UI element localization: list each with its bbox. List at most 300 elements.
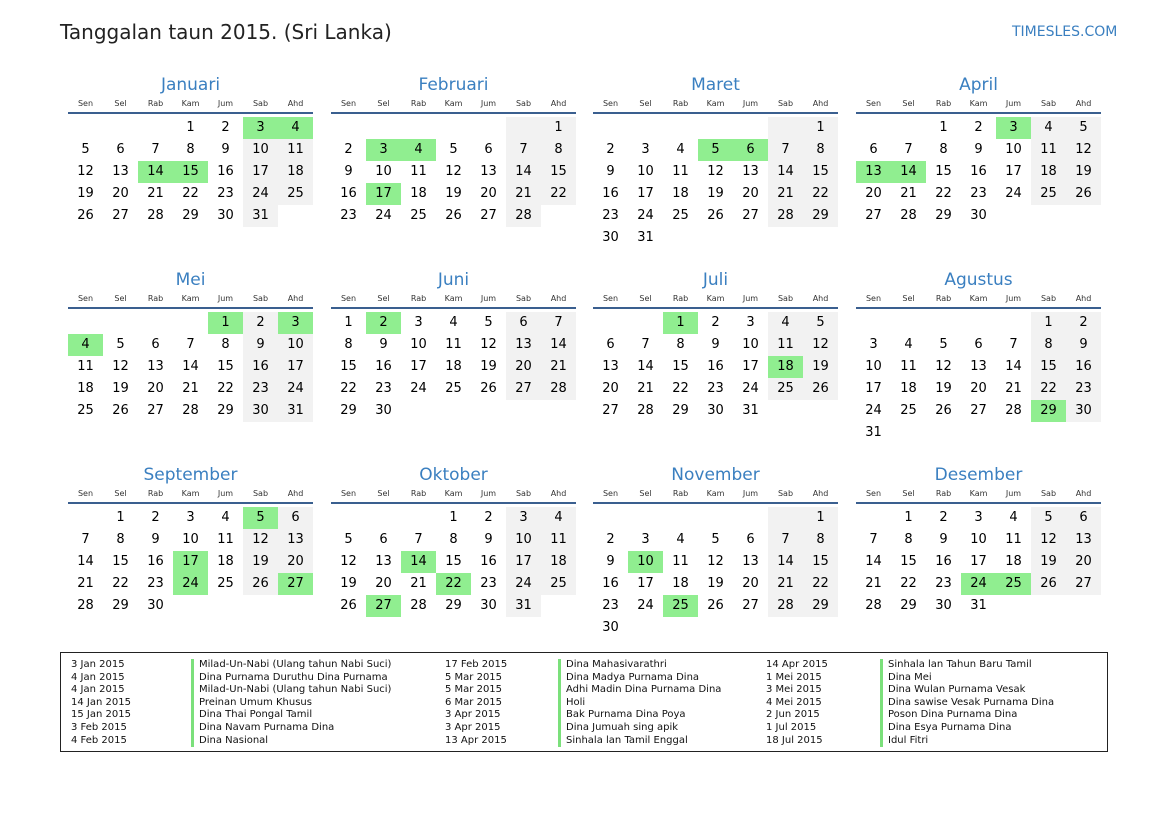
- day-cell[interactable]: 4: [1009, 510, 1018, 525]
- day-cell[interactable]: 8: [541, 139, 576, 161]
- day-cell[interactable]: 9: [243, 334, 278, 356]
- day-cell[interactable]: 2: [711, 315, 720, 330]
- day-cell[interactable]: 31: [506, 595, 541, 617]
- day-cell[interactable]: 19: [112, 381, 129, 396]
- day-cell[interactable]: 27: [742, 598, 759, 613]
- day-cell[interactable]: 21: [768, 573, 803, 595]
- day-cell[interactable]: 31: [637, 230, 654, 245]
- day-cell[interactable]: 30: [707, 403, 724, 418]
- day-cell[interactable]: 6: [379, 532, 388, 547]
- day-cell[interactable]: 23: [340, 208, 357, 223]
- day-cell[interactable]: 5: [484, 315, 493, 330]
- day-cell[interactable]: 25: [278, 183, 313, 205]
- day-cell[interactable]: 28: [768, 205, 803, 227]
- day-cell[interactable]: 27: [1066, 573, 1101, 595]
- day-cell[interactable]: 18: [77, 381, 94, 396]
- day-cell[interactable]: 15: [445, 554, 462, 569]
- day-cell[interactable]: 12: [1066, 139, 1101, 161]
- day-cell[interactable]: 29: [340, 403, 357, 418]
- day-cell[interactable]: 8: [1031, 334, 1066, 356]
- holiday-day-cell[interactable]: 17: [173, 551, 208, 573]
- day-cell[interactable]: 31: [742, 403, 759, 418]
- day-cell[interactable]: 13: [147, 359, 164, 374]
- day-cell[interactable]: 29: [803, 595, 838, 617]
- holiday-day-cell[interactable]: 22: [436, 573, 471, 595]
- day-cell[interactable]: 21: [506, 183, 541, 205]
- day-cell[interactable]: 23: [935, 576, 952, 591]
- day-cell[interactable]: 16: [935, 554, 952, 569]
- holiday-day-cell[interactable]: 4: [278, 117, 313, 139]
- day-cell[interactable]: 26: [480, 381, 497, 396]
- day-cell[interactable]: 18: [1005, 554, 1022, 569]
- day-cell[interactable]: 18: [278, 161, 313, 183]
- day-cell[interactable]: 13: [970, 359, 987, 374]
- day-cell[interactable]: 20: [278, 551, 313, 573]
- day-cell[interactable]: 17: [243, 161, 278, 183]
- day-cell[interactable]: 14: [541, 334, 576, 356]
- day-cell[interactable]: 9: [379, 337, 388, 352]
- day-cell[interactable]: 20: [1066, 551, 1101, 573]
- day-cell[interactable]: 26: [77, 208, 94, 223]
- day-cell[interactable]: 27: [865, 208, 882, 223]
- day-cell[interactable]: 9: [606, 554, 615, 569]
- day-cell[interactable]: 27: [970, 403, 987, 418]
- day-cell[interactable]: 17: [865, 381, 882, 396]
- day-cell[interactable]: 7: [1009, 337, 1018, 352]
- day-cell[interactable]: 24: [278, 378, 313, 400]
- day-cell[interactable]: 22: [803, 573, 838, 595]
- day-cell[interactable]: 15: [803, 551, 838, 573]
- day-cell[interactable]: 25: [541, 573, 576, 595]
- day-cell[interactable]: 3: [641, 142, 650, 157]
- day-cell[interactable]: 7: [541, 312, 576, 334]
- day-cell[interactable]: 16: [1066, 356, 1101, 378]
- day-cell[interactable]: 20: [480, 186, 497, 201]
- day-cell[interactable]: 31: [970, 598, 987, 613]
- day-cell[interactable]: 5: [711, 532, 720, 547]
- day-cell[interactable]: 17: [278, 356, 313, 378]
- day-cell[interactable]: 18: [672, 576, 689, 591]
- day-cell[interactable]: 9: [974, 142, 983, 157]
- day-cell[interactable]: 3: [414, 315, 423, 330]
- holiday-day-cell[interactable]: 27: [366, 595, 401, 617]
- day-cell[interactable]: 8: [904, 532, 913, 547]
- day-cell[interactable]: 25: [217, 576, 234, 591]
- day-cell[interactable]: 1: [186, 120, 195, 135]
- day-cell[interactable]: 7: [869, 532, 878, 547]
- day-cell[interactable]: 26: [243, 573, 278, 595]
- holiday-day-cell[interactable]: 3: [996, 117, 1031, 139]
- day-cell[interactable]: 30: [217, 208, 234, 223]
- day-cell[interactable]: 2: [243, 312, 278, 334]
- holiday-day-cell[interactable]: 18: [768, 356, 803, 378]
- day-cell[interactable]: 2: [939, 510, 948, 525]
- holiday-day-cell[interactable]: 24: [173, 573, 208, 595]
- day-cell[interactable]: 2: [151, 510, 160, 525]
- day-cell[interactable]: 21: [147, 186, 164, 201]
- day-cell[interactable]: 6: [974, 337, 983, 352]
- day-cell[interactable]: 15: [672, 359, 689, 374]
- day-cell[interactable]: 5: [449, 142, 458, 157]
- day-cell[interactable]: 7: [414, 532, 423, 547]
- day-cell[interactable]: 1: [116, 510, 125, 525]
- day-cell[interactable]: 23: [217, 186, 234, 201]
- day-cell[interactable]: 5: [1031, 507, 1066, 529]
- day-cell[interactable]: 24: [865, 403, 882, 418]
- holiday-day-cell[interactable]: 1: [208, 312, 243, 334]
- day-cell[interactable]: 5: [81, 142, 90, 157]
- day-cell[interactable]: 6: [484, 142, 493, 157]
- day-cell[interactable]: 11: [768, 334, 803, 356]
- holiday-day-cell[interactable]: 5: [698, 139, 733, 161]
- day-cell[interactable]: 15: [340, 359, 357, 374]
- day-cell[interactable]: 30: [602, 230, 619, 245]
- day-cell[interactable]: 12: [243, 529, 278, 551]
- day-cell[interactable]: 18: [445, 359, 462, 374]
- day-cell[interactable]: 16: [602, 186, 619, 201]
- day-cell[interactable]: 22: [803, 183, 838, 205]
- day-cell[interactable]: 31: [278, 400, 313, 422]
- day-cell[interactable]: 11: [672, 554, 689, 569]
- holiday-day-cell[interactable]: 29: [1031, 400, 1066, 422]
- day-cell[interactable]: 29: [935, 208, 952, 223]
- day-cell[interactable]: 6: [151, 337, 160, 352]
- day-cell[interactable]: 28: [182, 403, 199, 418]
- day-cell[interactable]: 11: [900, 359, 917, 374]
- day-cell[interactable]: 29: [445, 598, 462, 613]
- day-cell[interactable]: 25: [77, 403, 94, 418]
- day-cell[interactable]: 21: [541, 356, 576, 378]
- day-cell[interactable]: 21: [900, 186, 917, 201]
- holiday-day-cell[interactable]: 14: [138, 161, 173, 183]
- day-cell[interactable]: 12: [803, 334, 838, 356]
- day-cell[interactable]: 1: [803, 507, 838, 529]
- day-cell[interactable]: 16: [970, 164, 987, 179]
- day-cell[interactable]: 25: [445, 381, 462, 396]
- day-cell[interactable]: 24: [637, 598, 654, 613]
- day-cell[interactable]: 20: [602, 381, 619, 396]
- day-cell[interactable]: 19: [445, 186, 462, 201]
- day-cell[interactable]: 31: [243, 205, 278, 227]
- day-cell[interactable]: 26: [445, 208, 462, 223]
- day-cell[interactable]: 16: [480, 554, 497, 569]
- day-cell[interactable]: 4: [768, 312, 803, 334]
- holiday-day-cell[interactable]: 17: [366, 183, 401, 205]
- day-cell[interactable]: 19: [707, 576, 724, 591]
- holiday-day-cell[interactable]: 10: [628, 551, 663, 573]
- day-cell[interactable]: 26: [340, 598, 357, 613]
- day-cell[interactable]: 21: [865, 576, 882, 591]
- day-cell[interactable]: 12: [707, 164, 724, 179]
- day-cell[interactable]: 2: [606, 532, 615, 547]
- day-cell[interactable]: 29: [217, 403, 234, 418]
- day-cell[interactable]: 14: [637, 359, 654, 374]
- day-cell[interactable]: 22: [672, 381, 689, 396]
- day-cell[interactable]: 16: [217, 164, 234, 179]
- holiday-day-cell[interactable]: 14: [891, 161, 926, 183]
- day-cell[interactable]: 20: [147, 381, 164, 396]
- day-cell[interactable]: 8: [676, 337, 685, 352]
- day-cell[interactable]: 3: [746, 315, 755, 330]
- day-cell[interactable]: 3: [506, 507, 541, 529]
- day-cell[interactable]: 2: [221, 120, 230, 135]
- day-cell[interactable]: 22: [900, 576, 917, 591]
- day-cell[interactable]: 7: [81, 532, 90, 547]
- day-cell[interactable]: 4: [676, 532, 685, 547]
- day-cell[interactable]: 30: [243, 400, 278, 422]
- day-cell[interactable]: 28: [147, 208, 164, 223]
- day-cell[interactable]: 10: [375, 164, 392, 179]
- day-cell[interactable]: 17: [970, 554, 987, 569]
- day-cell[interactable]: 1: [803, 117, 838, 139]
- day-cell[interactable]: 11: [217, 532, 234, 547]
- day-cell[interactable]: 8: [449, 532, 458, 547]
- day-cell[interactable]: 5: [344, 532, 353, 547]
- day-cell[interactable]: 27: [742, 208, 759, 223]
- day-cell[interactable]: 16: [243, 356, 278, 378]
- day-cell[interactable]: 14: [768, 161, 803, 183]
- day-cell[interactable]: 7: [151, 142, 160, 157]
- day-cell[interactable]: 13: [742, 554, 759, 569]
- day-cell[interactable]: 1: [344, 315, 353, 330]
- holiday-day-cell[interactable]: 25: [996, 573, 1031, 595]
- day-cell[interactable]: 14: [506, 161, 541, 183]
- day-cell[interactable]: 12: [480, 337, 497, 352]
- day-cell[interactable]: 12: [707, 554, 724, 569]
- day-cell[interactable]: 20: [970, 381, 987, 396]
- day-cell[interactable]: 14: [182, 359, 199, 374]
- day-cell[interactable]: 9: [221, 142, 230, 157]
- day-cell[interactable]: 22: [112, 576, 129, 591]
- day-cell[interactable]: 18: [217, 554, 234, 569]
- day-cell[interactable]: 4: [221, 510, 230, 525]
- day-cell[interactable]: 24: [1005, 186, 1022, 201]
- day-cell[interactable]: 10: [1005, 142, 1022, 157]
- holiday-day-cell[interactable]: 2: [366, 312, 401, 334]
- day-cell[interactable]: 3: [869, 337, 878, 352]
- day-cell[interactable]: 15: [935, 164, 952, 179]
- day-cell[interactable]: 9: [1066, 334, 1101, 356]
- holiday-day-cell[interactable]: 13: [856, 161, 891, 183]
- day-cell[interactable]: 11: [278, 139, 313, 161]
- day-cell[interactable]: 28: [410, 598, 427, 613]
- day-cell[interactable]: 20: [112, 186, 129, 201]
- day-cell[interactable]: 27: [112, 208, 129, 223]
- day-cell[interactable]: 1: [939, 120, 948, 135]
- day-cell[interactable]: 10: [243, 139, 278, 161]
- day-cell[interactable]: 1: [904, 510, 913, 525]
- day-cell[interactable]: 27: [506, 378, 541, 400]
- day-cell[interactable]: 16: [375, 359, 392, 374]
- day-cell[interactable]: 4: [449, 315, 458, 330]
- day-cell[interactable]: 9: [606, 164, 615, 179]
- day-cell[interactable]: 12: [935, 359, 952, 374]
- day-cell[interactable]: 19: [935, 381, 952, 396]
- day-cell[interactable]: 23: [243, 378, 278, 400]
- day-cell[interactable]: 28: [900, 208, 917, 223]
- day-cell[interactable]: 30: [1066, 400, 1101, 422]
- day-cell[interactable]: 3: [186, 510, 195, 525]
- day-cell[interactable]: 1: [449, 510, 458, 525]
- holiday-day-cell[interactable]: 14: [401, 551, 436, 573]
- day-cell[interactable]: 8: [344, 337, 353, 352]
- day-cell[interactable]: 4: [1031, 117, 1066, 139]
- day-cell[interactable]: 10: [970, 532, 987, 547]
- holiday-day-cell[interactable]: 3: [243, 117, 278, 139]
- day-cell[interactable]: 21: [768, 183, 803, 205]
- day-cell[interactable]: 8: [803, 139, 838, 161]
- day-cell[interactable]: 25: [768, 378, 803, 400]
- day-cell[interactable]: 16: [707, 359, 724, 374]
- day-cell[interactable]: 8: [186, 142, 195, 157]
- day-cell[interactable]: 13: [602, 359, 619, 374]
- day-cell[interactable]: 1: [1031, 312, 1066, 334]
- day-cell[interactable]: 6: [506, 312, 541, 334]
- day-cell[interactable]: 29: [900, 598, 917, 613]
- day-cell[interactable]: 23: [147, 576, 164, 591]
- day-cell[interactable]: 22: [217, 381, 234, 396]
- day-cell[interactable]: 27: [602, 403, 619, 418]
- day-cell[interactable]: 21: [1005, 381, 1022, 396]
- day-cell[interactable]: 10: [506, 529, 541, 551]
- day-cell[interactable]: 12: [1031, 529, 1066, 551]
- day-cell[interactable]: 6: [869, 142, 878, 157]
- day-cell[interactable]: 24: [742, 381, 759, 396]
- day-cell[interactable]: 7: [506, 139, 541, 161]
- day-cell[interactable]: 9: [151, 532, 160, 547]
- day-cell[interactable]: 21: [410, 576, 427, 591]
- day-cell[interactable]: 22: [541, 183, 576, 205]
- day-cell[interactable]: 14: [768, 551, 803, 573]
- day-cell[interactable]: 6: [116, 142, 125, 157]
- day-cell[interactable]: 10: [278, 334, 313, 356]
- day-cell[interactable]: 9: [484, 532, 493, 547]
- holiday-day-cell[interactable]: 4: [68, 334, 103, 356]
- day-cell[interactable]: 21: [182, 381, 199, 396]
- day-cell[interactable]: 7: [768, 529, 803, 551]
- day-cell[interactable]: 18: [410, 186, 427, 201]
- day-cell[interactable]: 30: [935, 598, 952, 613]
- day-cell[interactable]: 15: [900, 554, 917, 569]
- day-cell[interactable]: 8: [221, 337, 230, 352]
- day-cell[interactable]: 24: [506, 573, 541, 595]
- day-cell[interactable]: 16: [340, 186, 357, 201]
- day-cell[interactable]: 26: [1066, 183, 1101, 205]
- day-cell[interactable]: 6: [746, 532, 755, 547]
- day-cell[interactable]: 15: [541, 161, 576, 183]
- day-cell[interactable]: 17: [637, 186, 654, 201]
- day-cell[interactable]: 5: [1066, 117, 1101, 139]
- day-cell[interactable]: 21: [77, 576, 94, 591]
- day-cell[interactable]: 19: [707, 186, 724, 201]
- day-cell[interactable]: 29: [672, 403, 689, 418]
- day-cell[interactable]: 4: [541, 507, 576, 529]
- day-cell[interactable]: 11: [541, 529, 576, 551]
- day-cell[interactable]: 5: [803, 312, 838, 334]
- day-cell[interactable]: 26: [1031, 573, 1066, 595]
- day-cell[interactable]: 29: [112, 598, 129, 613]
- day-cell[interactable]: 19: [77, 186, 94, 201]
- day-cell[interactable]: 11: [672, 164, 689, 179]
- day-cell[interactable]: 20: [865, 186, 882, 201]
- day-cell[interactable]: 24: [410, 381, 427, 396]
- day-cell[interactable]: 7: [904, 142, 913, 157]
- day-cell[interactable]: 19: [1031, 551, 1066, 573]
- day-cell[interactable]: 14: [865, 554, 882, 569]
- holiday-day-cell[interactable]: 3: [278, 312, 313, 334]
- day-cell[interactable]: 10: [637, 164, 654, 179]
- day-cell[interactable]: 28: [506, 205, 541, 227]
- day-cell[interactable]: 19: [243, 551, 278, 573]
- day-cell[interactable]: 26: [935, 403, 952, 418]
- day-cell[interactable]: 14: [77, 554, 94, 569]
- day-cell[interactable]: 26: [707, 598, 724, 613]
- day-cell[interactable]: 24: [243, 183, 278, 205]
- day-cell[interactable]: 23: [602, 598, 619, 613]
- day-cell[interactable]: 12: [112, 359, 129, 374]
- day-cell[interactable]: 13: [278, 529, 313, 551]
- day-cell[interactable]: 5: [116, 337, 125, 352]
- day-cell[interactable]: 23: [1066, 378, 1101, 400]
- holiday-day-cell[interactable]: 4: [401, 139, 436, 161]
- day-cell[interactable]: 25: [1031, 183, 1066, 205]
- day-cell[interactable]: 22: [182, 186, 199, 201]
- day-cell[interactable]: 6: [606, 337, 615, 352]
- day-cell[interactable]: 9: [711, 337, 720, 352]
- holiday-day-cell[interactable]: 25: [663, 595, 698, 617]
- day-cell[interactable]: 17: [506, 551, 541, 573]
- day-cell[interactable]: 8: [803, 529, 838, 551]
- day-cell[interactable]: 28: [77, 598, 94, 613]
- day-cell[interactable]: 4: [676, 142, 685, 157]
- day-cell[interactable]: 11: [77, 359, 94, 374]
- day-cell[interactable]: 13: [506, 334, 541, 356]
- day-cell[interactable]: 2: [484, 510, 493, 525]
- day-cell[interactable]: 20: [506, 356, 541, 378]
- day-cell[interactable]: 28: [541, 378, 576, 400]
- holiday-day-cell[interactable]: 15: [173, 161, 208, 183]
- day-cell[interactable]: 23: [480, 576, 497, 591]
- day-cell[interactable]: 19: [1066, 161, 1101, 183]
- day-cell[interactable]: 13: [112, 164, 129, 179]
- day-cell[interactable]: 26: [803, 378, 838, 400]
- day-cell[interactable]: 16: [602, 576, 619, 591]
- day-cell[interactable]: 25: [672, 208, 689, 223]
- day-cell[interactable]: 2: [1066, 312, 1101, 334]
- day-cell[interactable]: 12: [77, 164, 94, 179]
- day-cell[interactable]: 7: [641, 337, 650, 352]
- day-cell[interactable]: 2: [344, 142, 353, 157]
- holiday-day-cell[interactable]: 1: [663, 312, 698, 334]
- day-cell[interactable]: 15: [112, 554, 129, 569]
- day-cell[interactable]: 23: [375, 381, 392, 396]
- day-cell[interactable]: 6: [1066, 507, 1101, 529]
- day-cell[interactable]: 3: [974, 510, 983, 525]
- day-cell[interactable]: 2: [974, 120, 983, 135]
- day-cell[interactable]: 3: [641, 532, 650, 547]
- day-cell[interactable]: 30: [602, 620, 619, 635]
- day-cell[interactable]: 28: [865, 598, 882, 613]
- day-cell[interactable]: 9: [344, 164, 353, 179]
- day-cell[interactable]: 30: [147, 598, 164, 613]
- day-cell[interactable]: 31: [865, 425, 882, 440]
- day-cell[interactable]: 19: [803, 356, 838, 378]
- day-cell[interactable]: 30: [480, 598, 497, 613]
- day-cell[interactable]: 9: [939, 532, 948, 547]
- day-cell[interactable]: 17: [742, 359, 759, 374]
- day-cell[interactable]: 13: [480, 164, 497, 179]
- day-cell[interactable]: 5: [939, 337, 948, 352]
